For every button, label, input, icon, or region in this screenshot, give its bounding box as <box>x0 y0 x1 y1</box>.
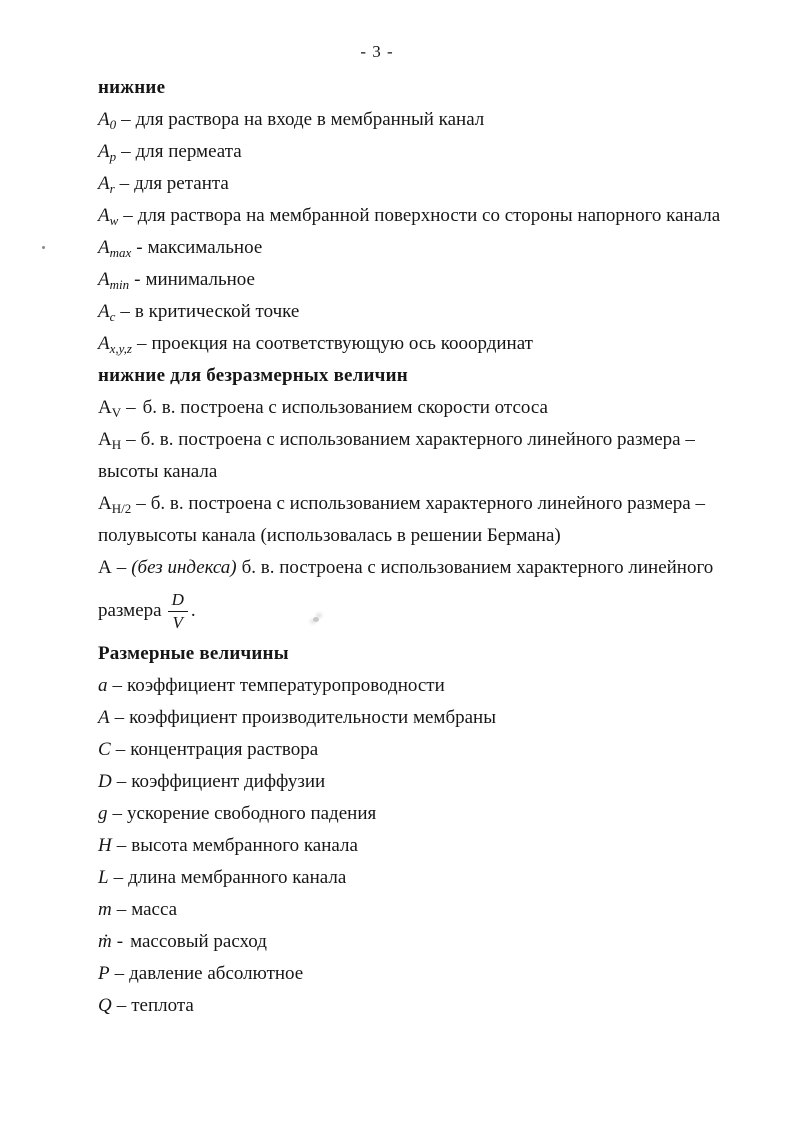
entry-description: для раствора на мембранной поверхности со стороны напорного канала <box>137 205 721 226</box>
dash-separator: - <box>116 931 124 952</box>
entry-description: коэффициент диффузии <box>131 771 326 792</box>
dash-separator: – <box>116 899 127 920</box>
symbol: a <box>98 675 108 696</box>
fraction-numerator: D <box>168 590 188 612</box>
symbol-subscript: H/2 <box>111 501 132 516</box>
symbol: $A_c$ <box>98 301 116 324</box>
symbol-subscript: p <box>109 149 117 164</box>
nomenclature-entry <box>98 424 758 456</box>
nomenclature-entry <box>98 798 758 830</box>
symbol: $A_p$ <box>98 141 117 164</box>
section-heading-lower-indices: нижние <box>98 77 166 98</box>
symbol: Q <box>98 995 112 1016</box>
dash-separator: – <box>123 205 133 226</box>
nomenclature-entry <box>98 830 758 862</box>
dash-separator: - <box>134 269 141 290</box>
symbol: $A_{min}$ <box>98 269 130 292</box>
entry-description: минимальное <box>145 269 255 290</box>
symbol: H <box>98 835 112 856</box>
symbol-subscript: w <box>109 213 119 228</box>
symbol: $А_{H/2}$ <box>98 493 132 516</box>
entry-description: массовый расход <box>130 931 267 952</box>
nomenclature-entry <box>98 552 758 584</box>
nomenclature-entry <box>98 926 758 958</box>
symbol: $A_0$ <box>98 109 117 132</box>
symbol-subscript: r <box>109 181 115 196</box>
dash-separator: – <box>121 141 131 162</box>
nomenclature-entry <box>98 734 758 766</box>
nomenclature-entry <box>98 862 758 894</box>
dash-separator: – <box>113 867 124 888</box>
nomenclature-entry <box>98 136 758 168</box>
symbol: $A_{max}$ <box>98 237 132 260</box>
nomenclature-entry <box>98 264 758 296</box>
dash-separator: – <box>119 173 130 194</box>
nomenclature-list <box>98 72 758 1022</box>
symbol: $A_{x,y,z}$ <box>98 333 132 356</box>
entry-description: длина мембранного канала <box>128 867 347 888</box>
symbol: A <box>98 707 110 728</box>
entry-continuation-line <box>98 584 758 638</box>
symbol-subscript: c <box>109 309 116 324</box>
entry-description: масса <box>131 899 178 920</box>
dash-separator: – <box>126 429 136 450</box>
nomenclature-entry <box>98 702 758 734</box>
entry-description: давление абсолютное <box>129 963 304 984</box>
dash-separator: – <box>121 109 131 130</box>
dash-separator: – <box>137 333 147 354</box>
entry-description: б. в. построена с использованием характерного линейного размера – <box>140 429 695 450</box>
symbol: g <box>98 803 108 824</box>
section-heading-dimensionless-indices: нижние для безразмерных величин <box>98 365 408 386</box>
nomenclature-entry <box>98 104 758 136</box>
dash-separator: – <box>116 771 127 792</box>
dash-separator: – <box>115 739 126 760</box>
symbol: P <box>98 963 110 984</box>
entry-description: концентрация раствора <box>130 739 319 760</box>
symbol-m-dot: ṁ <box>98 931 112 952</box>
entry-note-italic: (без индекса) <box>131 557 237 578</box>
nomenclature-entry <box>98 200 758 232</box>
nomenclature-entry <box>98 392 758 424</box>
symbol-subscript: max <box>109 245 132 260</box>
entry-description: б. в. построена с использованием характерного линейного <box>241 557 714 578</box>
entry-description: коэффициент температуропроводности <box>127 675 445 696</box>
symbol: $А_H$ <box>98 429 122 452</box>
entry-description: б. в. построена с использованием характерного линейного размера – <box>150 493 705 514</box>
dash-separator: – <box>116 835 127 856</box>
entry-description: теплота <box>131 995 194 1016</box>
symbol: D <box>98 771 112 792</box>
nomenclature-entry <box>98 894 758 926</box>
continuation-prefix: размера <box>98 600 162 621</box>
sentence-period: . <box>190 600 196 621</box>
entry-description: высота мембранного канала <box>131 835 358 856</box>
symbol-subscript: H <box>111 437 122 452</box>
nomenclature-entry <box>98 168 758 200</box>
symbol: $A_w$ <box>98 205 119 228</box>
entry-continuation-line: высоты канала <box>98 461 218 482</box>
symbol-subscript: 0 <box>109 117 117 132</box>
nomenclature-entry <box>98 232 758 264</box>
page-number: - 3 - <box>360 42 394 61</box>
symbol-subscript: V <box>111 405 122 420</box>
symbol-subscript: x,y,z <box>109 341 132 356</box>
entry-description: для раствора на входе в мембранный канал <box>135 109 485 130</box>
nomenclature-entry <box>98 488 758 520</box>
entry-description: проекция на соответствующую ось кооординат <box>151 333 533 354</box>
dash-separator: - <box>136 237 143 258</box>
nomenclature-entry <box>98 958 758 990</box>
fraction <box>168 590 188 632</box>
symbol: L <box>98 867 109 888</box>
dash-separator: – <box>120 301 130 322</box>
symbol: $А_V$ <box>98 397 122 420</box>
nomenclature-entry <box>98 328 758 360</box>
symbol: m <box>98 899 112 920</box>
section-heading-dimensional-quantities: Размерные величины <box>98 643 289 664</box>
symbol-subscript: min <box>109 277 130 292</box>
entry-description: коэффициент производительности мембраны <box>129 707 496 728</box>
dash-separator: – <box>114 707 125 728</box>
dash-separator: – <box>116 995 127 1016</box>
nomenclature-entry <box>98 670 758 702</box>
entry-description: ускорение свободного падения <box>127 803 377 824</box>
dash-separator: – <box>116 557 127 578</box>
entry-description: б. в. построена с использованием скорости отсоса <box>142 397 548 418</box>
nomenclature-entry <box>98 296 758 328</box>
symbol: А <box>98 557 112 578</box>
entry-continuation-line: полувысоты канала (использовалась в решении Бермана) <box>98 525 561 546</box>
entry-description: максимальное <box>147 237 263 258</box>
nomenclature-entry <box>98 990 758 1022</box>
dash-separator: – <box>136 493 146 514</box>
entry-description: для пермеата <box>135 141 242 162</box>
dash-separator: – <box>112 675 122 696</box>
fraction-denominator: V <box>172 612 183 632</box>
scan-speck <box>42 246 45 249</box>
symbol: C <box>98 739 111 760</box>
entry-description: в критической точке <box>134 301 300 322</box>
entry-description: для ретанта <box>134 173 229 194</box>
dash-separator: – <box>114 963 125 984</box>
dash-separator: – <box>112 803 122 824</box>
dash-separator: – <box>126 397 136 418</box>
nomenclature-entry <box>98 766 758 798</box>
symbol: $A_r$ <box>98 173 115 196</box>
